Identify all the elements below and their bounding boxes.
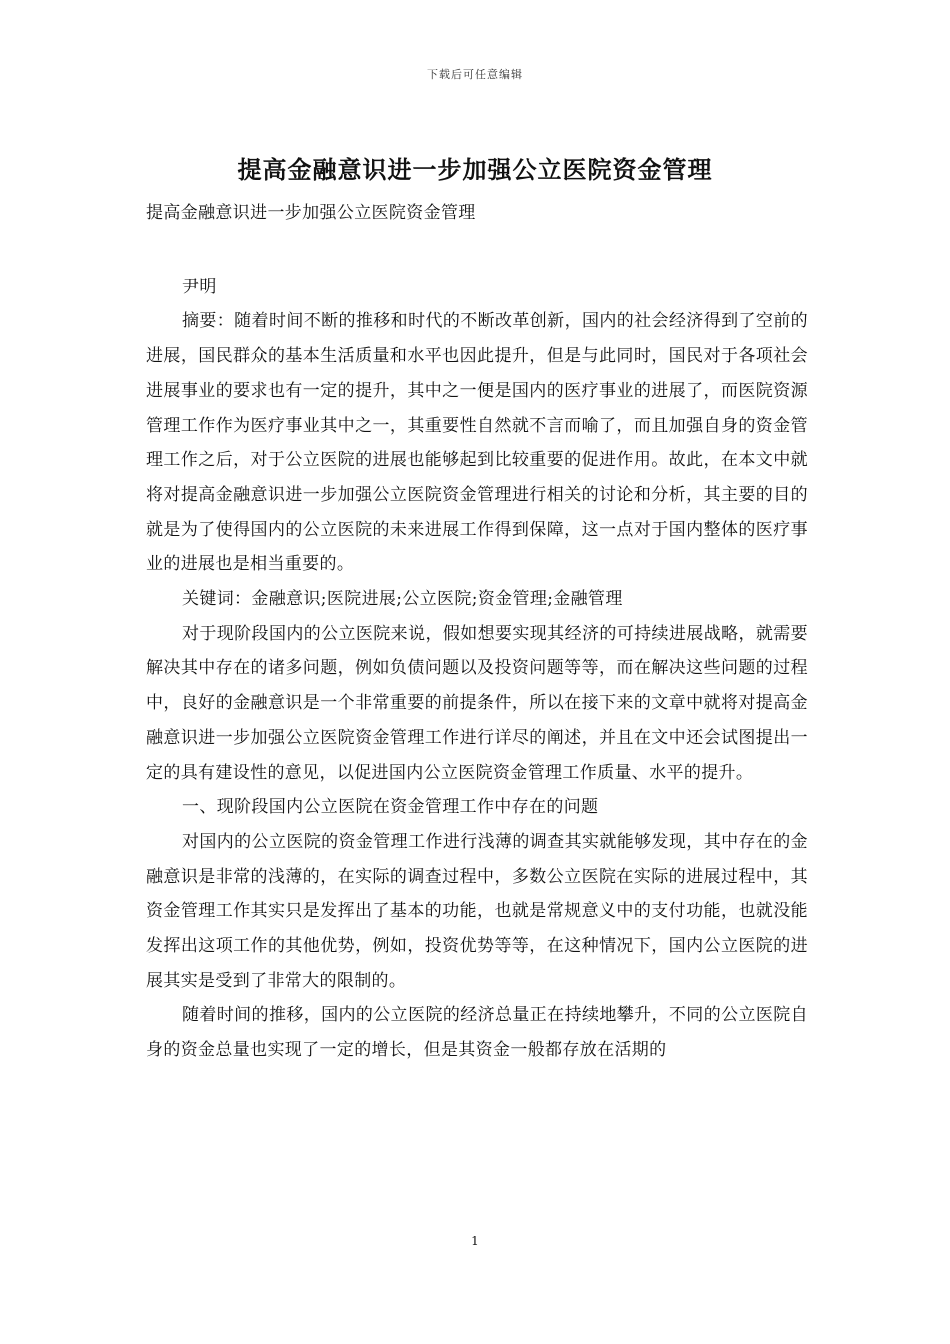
section-1-paragraph-2: 随着时间的推移，国内的公立医院的经济总量正在持续地攀升，不同的公立医院自身的资金总量也实现了一定的增长，但是其资金一般都存放在活期的	[146, 1005, 808, 1061]
page-header-note: 下载后可任意编辑	[427, 68, 523, 81]
author-name: 尹明	[182, 276, 217, 297]
keywords-line: 关键词：金融意识;医院进展;公立医院;资金管理;金融管理	[182, 589, 623, 610]
page-number: 1	[471, 1234, 479, 1248]
abstract-paragraph: 摘要：随着时间不断的推移和时代的不断改革创新，国内的社会经济得到了空前的进展，国民群众的基本生活质量和水平也因此提升，但是与此同时，国民对于各项社会进展事业的要求也有一定的提升，其中之一便是国内的医疗事业的进展了，而医院资源管理工作作为医疗事业其中之一，其重要性自然就不言而喻了，而且加强自身的资金管理工作之后，对于公立医院的进展也能够起到比较重要的促进作用。故此，在本文中就将对提高金融意识进一步加强公立医院资金管理进行相关的讨论和分析，其主要的目的就是为了使得国内的公立医院的未来进展工作得到保障，这一点对于国内整体的医疗事业的进展也是相当重要的。	[146, 311, 808, 575]
document-subtitle: 提高金融意识进一步加强公立医院资金管理	[146, 203, 476, 223]
document-title: 提高金融意识进一步加强公立医院资金管理	[237, 155, 713, 184]
intro-paragraph: 对于现阶段国内的公立医院来说，假如想要实现其经济的可持续进展战略，就需要解决其中存在的诸多问题，例如负债问题以及投资问题等等，而在解决这些问题的过程中，良好的金融意识是一个非常重要的前提条件，所以在接下来的文章中就将对提高金融意识进一步加强公立医院资金管理工作进行详尽的阐述，并且在文中还会试图提出一定的具有建设性的意见，以促进国内公立医院资金管理工作质量、水平的提升。	[146, 623, 808, 783]
section-1-heading: 一、现阶段国内公立医院在资金管理工作中存在的问题	[182, 797, 599, 818]
document-body	[146, 196, 808, 1068]
section-1-paragraph-1: 对国内的公立医院的资金管理工作进行浅薄的调查其实就能够发现，其中存在的金融意识是非常的浅薄的，在实际的调查过程中，多数公立医院在实际的进展过程中，其资金管理工作其实只是发挥出了基本的功能，也就是常规意义中的支付功能，也就没能发挥出这项工作的其他优势，例如，投资优势等等，在这种情况下，国内公立医院的进展其实是受到了非常大的限制的。	[146, 831, 808, 991]
